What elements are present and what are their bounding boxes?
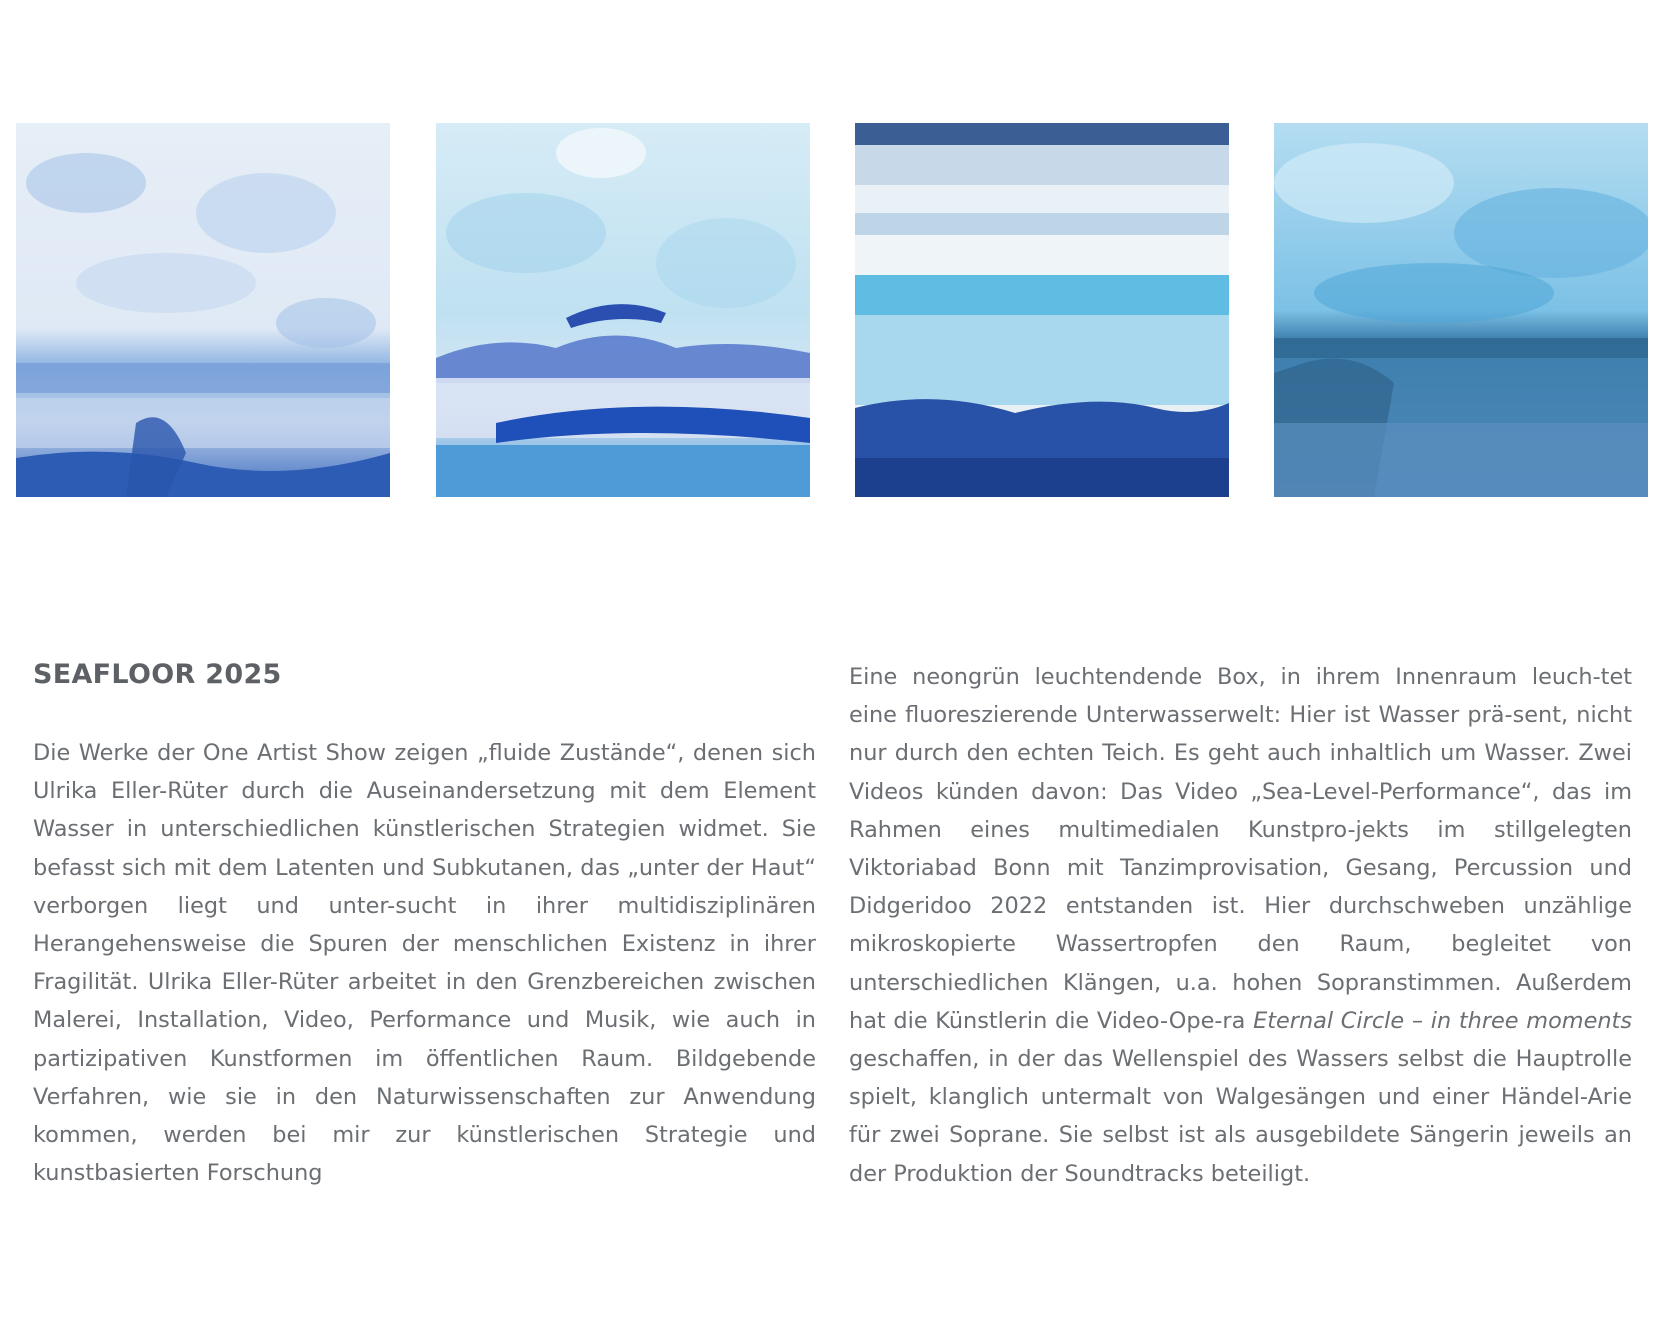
left-paragraph: Die Werke der One Artist Show zeigen „fluide Zustände“, denen sich Ulrika Eller-Rüter durch die Auseinandersetzung mit dem Element Wasser in unterschiedlichen künstlerischen Strategien widmet. Sie befasst sich mit dem Latenten und Subkutanen, das „unter der Haut“ verborgen liegt und unter-sucht in ihrer multidisziplinären Herangehensweise die Spuren der menschlichen Existenz in ihrer Fragilität. Ulrika Eller-Rüter arbeitet in den Grenzbereichen zwischen Malerei, Installation, Video, Performance und Musik, wie auch in partizipativen Kunstformen im öffentlichen Raum. Bildgebende Verfahren, wie sie in den Naturwissenschaften zur Anwendung kommen, werden bei mir zur künstlerischen Strategie und kunstbasierten Forschung [33, 740, 816, 1187]
artwork-image-4 [1274, 123, 1648, 497]
right-paragraph-end: geschaffen, in der das Wellenspiel des Wassers selbst die Hauptrolle spielt, klanglich untermalt von Walgesängen und einer Händel-Arie für zwei Soprane. Sie selbst ist als ausgebildete Sängerin jeweils an der Produktion der Soundtracks beteiligt. [849, 1046, 1632, 1187]
right-column-text [849, 658, 1632, 1193]
artwork-image-1 [16, 123, 390, 497]
right-paragraph-start: Eine neongrün leuchtendende Box, in ihrem Innenraum leuch-tet eine fluoreszierende Unterwasserwelt: Hier ist Wasser prä-sent, nicht nur durch den echten Teich. Es geht auch inhaltlich um Wasser. Zwei Videos künden davon: Das Video „Sea-Level-Performance“, das im Rahmen eines multimedialen Kunstpro-jekts im stillgelegten Viktoriabad Bonn mit Tanzimprovisation, Gesang, Percussion und Didgeridoo 2022 entstanden ist. Hier durchschweben unzählige mikroskopierte Wassertropfen den Raum, begleitet von unterschiedlichen Klängen, u.a. hohen Sopranstimmen. Außerdem hat die Künstlerin die Video-Ope-ra [849, 664, 1632, 1034]
work-title-italic: Eternal Circle – in three moments [1253, 1007, 1632, 1034]
left-column-text [33, 734, 816, 1192]
artwork-gallery [16, 123, 1656, 497]
artwork-image-2 [436, 123, 810, 497]
artwork-image-3 [855, 123, 1229, 497]
article-title: SEAFLOOR 2025 [33, 659, 282, 690]
